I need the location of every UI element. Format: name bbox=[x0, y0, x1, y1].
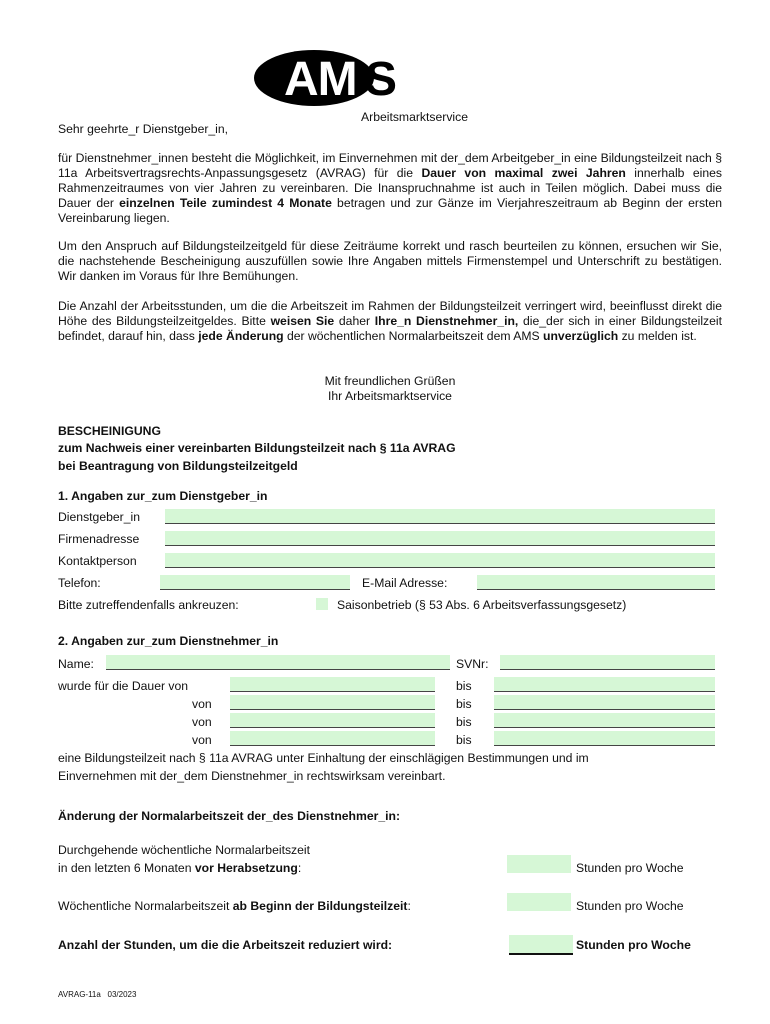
row1-colon: : bbox=[297, 861, 302, 875]
paragraph-2: Um den Anspruch auf Bildungsteilzeitgeld für diese Zeiträume korrekt und rasch beurteilen zu können, ersuchen wir Sie, die nachstehende Bescheinigung auszufüllen sowie Ihre Angaben mittels Firmenstempel und Unterschrift zu bestätigen. Wir danken im Voraus für Ihre Bemühungen. bbox=[58, 239, 722, 283]
row3-line: Anzahl der Stunden, um die die Arbeitszeit reduziert wird: bbox=[58, 938, 393, 952]
period-4-to-label: bis bbox=[456, 733, 472, 747]
seasonal-checkbox[interactable] bbox=[316, 598, 328, 610]
logo-text-black: S bbox=[365, 53, 397, 106]
period-4-to-field[interactable] bbox=[494, 731, 715, 746]
p3-text-i: zu melden ist. bbox=[618, 329, 697, 343]
greeting: Sehr geehrte_r Dienstgeber_in, bbox=[58, 122, 229, 136]
period-3-to-field[interactable] bbox=[494, 713, 715, 728]
p3-bold-a: weisen Sie bbox=[270, 314, 335, 328]
logo-subtitle: Arbeitsmarktservice bbox=[361, 110, 469, 124]
row2-bold: ab Beginn der Bildungsteilzeit bbox=[232, 899, 408, 913]
footer-form-id bbox=[58, 990, 136, 999]
cert-title: BESCHEINIGUNG bbox=[58, 424, 161, 438]
cert-subtitle-2: bei Beantragung von Bildungsteilzeitgeld bbox=[58, 459, 298, 473]
row1-line-1: Durchgehende wöchentliche Normalarbeitszeit bbox=[58, 843, 311, 857]
row2-line bbox=[58, 899, 411, 913]
contact-label: Kontaktperson bbox=[58, 554, 137, 568]
closing-line-1: Mit freundlichen Grüßen bbox=[324, 374, 456, 388]
p1-bold-duration: Dauer von maximal zwei Jahren bbox=[421, 166, 626, 180]
ams-logo bbox=[254, 44, 399, 112]
check-label: Bitte zutreffendenfalls ankreuzen: bbox=[58, 598, 239, 612]
svnr-field[interactable] bbox=[500, 655, 715, 670]
row2-text-a: Wöchentliche Normalarbeitszeit bbox=[58, 899, 233, 913]
hours-start-field[interactable] bbox=[507, 893, 571, 911]
address-field[interactable] bbox=[165, 531, 715, 546]
section-3-heading: Änderung der Normalarbeitszeit der_des Dienstnehmer_in: bbox=[58, 809, 401, 823]
p3-bold-d: unverzüglich bbox=[543, 329, 619, 343]
phone-label: Telefon: bbox=[58, 576, 101, 590]
p3-text-a: Die Anzahl der Arbeitsstunden, um die die Arbeitszeit im Rahmen der Bildungsteilzeit verringert wird, beeinflusst direkt die Höhe des Bildungsteilzeitgeldes. Bitte bbox=[58, 299, 722, 328]
paragraph-3 bbox=[58, 299, 722, 344]
logo-text-white: AM bbox=[284, 53, 357, 106]
period-1-from-field[interactable] bbox=[230, 677, 435, 692]
section-2-heading: 2. Angaben zur_zum Dienstnehmer_in bbox=[58, 634, 279, 648]
phone-field[interactable] bbox=[160, 575, 350, 590]
p3-text-c: daher bbox=[334, 314, 375, 328]
contact-field[interactable] bbox=[165, 553, 715, 568]
hours-start-unit: Stunden pro Woche bbox=[576, 899, 684, 913]
paragraph-1 bbox=[58, 151, 722, 226]
p1-bold-parts: einzelnen Teile zumindest 4 Monate bbox=[119, 196, 332, 210]
duration-label: wurde für die Dauer von bbox=[58, 679, 189, 693]
p3-bold-c: jede Änderung bbox=[198, 329, 284, 343]
period-2-from-label: von bbox=[192, 697, 212, 711]
p1-text-a: für Dienstnehmer_innen besteht die Möglichkeit, im Einvernehmen mit der_dem Arbeitgeber_in eine Bildungsteilzeit nach § 11a Arbeitsvertragsrechts-Anpassungsgesetz (AVRAG) für die bbox=[58, 151, 722, 180]
name-label: Name: bbox=[58, 657, 94, 671]
email-label: E-Mail Adresse: bbox=[362, 576, 448, 590]
period-1-to-label: bis bbox=[456, 679, 472, 693]
p1-text-c: innerhalb eines Rahmenzeitraumes von vier Jahren zu vereinbaren. Die Inanspruchnahme ist auch in Teilen möglich. Dabei muss die Dauer der bbox=[58, 166, 722, 210]
section-1-heading: 1. Angaben zur_zum Dienstgeber_in bbox=[58, 489, 268, 503]
email-field[interactable] bbox=[477, 575, 715, 590]
hours-reduced-unit: Stunden pro Woche bbox=[576, 938, 691, 952]
name-field[interactable] bbox=[106, 655, 450, 670]
p3-text-e: die_der sich in einer Bildungsteilzeit befindet, darauf hin, dass bbox=[58, 314, 722, 343]
row1-text-a: in den letzten 6 Monaten bbox=[58, 861, 195, 875]
row1-bold: vor Herabsetzung bbox=[194, 861, 298, 875]
cert-subtitle-1: zum Nachweis einer vereinbarten Bildungsteilzeit nach § 11a AVRAG bbox=[58, 441, 456, 455]
period-3-from-label: von bbox=[192, 715, 212, 729]
period-3-to-label: bis bbox=[456, 715, 472, 729]
p1-text-e: betragen und zur Gänze im Vierjahreszeitraum ab Beginn der ersten Vereinbarung liegen. bbox=[58, 196, 722, 225]
hours-before-field[interactable] bbox=[507, 855, 571, 873]
row1-line-2 bbox=[58, 861, 301, 875]
hours-before-unit: Stunden pro Woche bbox=[576, 861, 684, 875]
period-4-from-field[interactable] bbox=[230, 731, 435, 746]
period-3-from-field[interactable] bbox=[230, 713, 435, 728]
employer-field[interactable] bbox=[165, 509, 715, 524]
period-2-to-label: bis bbox=[456, 697, 472, 711]
statement-line-2: Einvernehmen mit der_dem Dienstnehmer_in rechtswirksam vereinbart. bbox=[58, 769, 446, 783]
period-2-from-field[interactable] bbox=[230, 695, 435, 710]
seasonal-label: Saisonbetrieb (§ 53 Abs. 6 Arbeitsverfassungsgesetz) bbox=[337, 598, 627, 612]
row2-colon: : bbox=[407, 899, 411, 913]
address-label: Firmenadresse bbox=[58, 532, 140, 546]
p3-text-g: der wöchentlichen Normalarbeitszeit dem AMS bbox=[283, 329, 544, 343]
employer-label: Dienstgeber_in bbox=[58, 510, 140, 524]
footer-id-text: AVRAG-11a bbox=[58, 990, 101, 999]
closing-line-2: Ihr Arbeitsmarktservice bbox=[328, 389, 452, 403]
footer-date-text: 03/2023 bbox=[107, 990, 137, 999]
svnr-label: SVNr: bbox=[456, 657, 489, 671]
p3-bold-b: Ihre_n Dienstnehmer_in, bbox=[374, 314, 519, 328]
hours-reduced-field[interactable] bbox=[509, 935, 573, 955]
period-4-from-label: von bbox=[192, 733, 212, 747]
statement-line-1: eine Bildungsteilzeit nach § 11a AVRAG unter Einhaltung der einschlägigen Bestimmungen und im bbox=[58, 751, 589, 765]
period-1-to-field[interactable] bbox=[494, 677, 715, 692]
period-2-to-field[interactable] bbox=[494, 695, 715, 710]
